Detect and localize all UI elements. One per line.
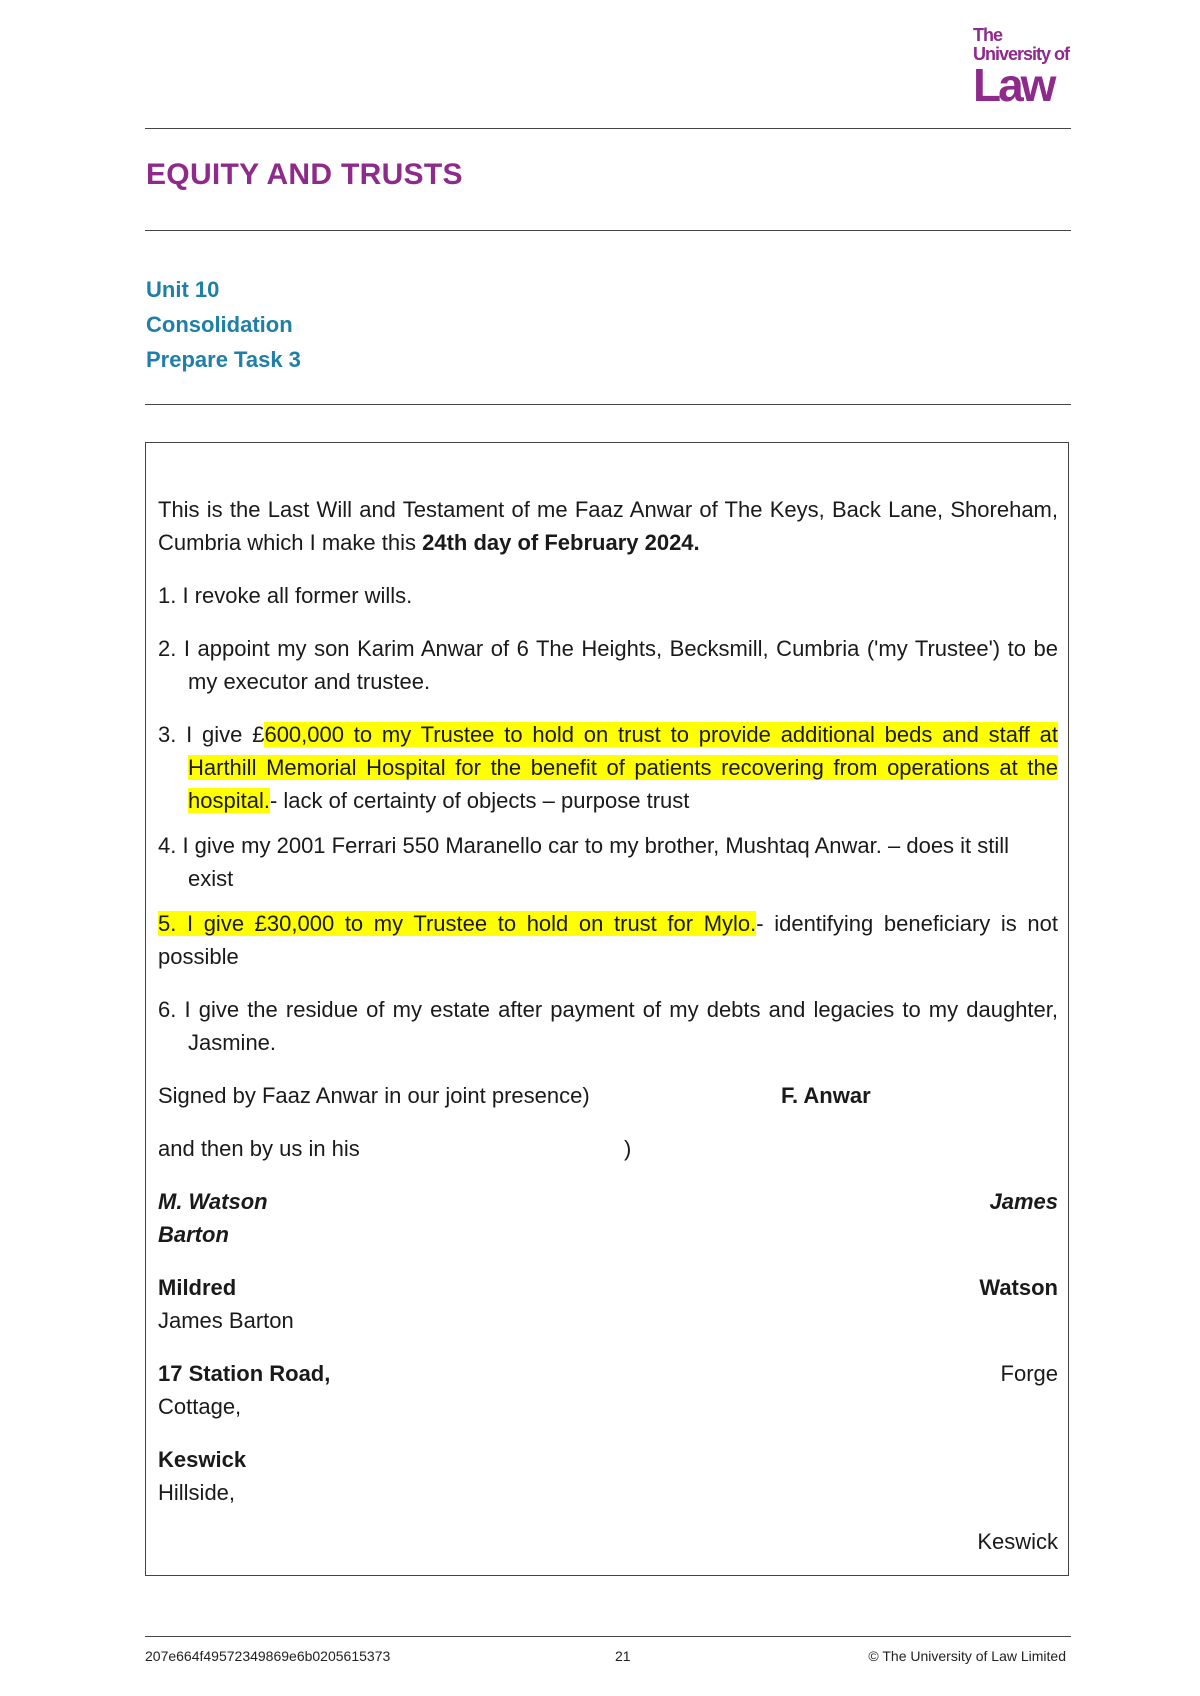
will-box bbox=[145, 442, 1069, 1576]
will-intro bbox=[158, 493, 1058, 559]
unit-subtitle: Consolidation bbox=[146, 312, 293, 337]
footer-document-code: 207e664f49572349869e6b0205615373 bbox=[145, 1648, 391, 1664]
logo-line-university: University of bbox=[973, 44, 1070, 64]
witness-names bbox=[158, 1271, 1058, 1337]
address-1-left: 17 Station Road, bbox=[158, 1361, 331, 1386]
header-divider-bottom bbox=[145, 404, 1071, 405]
will-clause-6: 6. I give the residue of my estate after payment of my debts and legacies to my daughter, Jasmine. bbox=[158, 997, 1058, 1055]
address-2-left: Keswick bbox=[158, 1447, 247, 1472]
then-text: and then by us in his bbox=[158, 1136, 360, 1161]
testator-signature: F. Anwar bbox=[781, 1083, 871, 1108]
intro-text: This is the Last Will and Testament of me Faaz Anwar of The Keys, Back Lane, Shoreham, Cumbria which I make this bbox=[158, 497, 1058, 555]
footer-page-number: 21 bbox=[615, 1648, 631, 1664]
address-1-left-cont: Cottage, bbox=[158, 1394, 242, 1419]
signed-text: Signed by Faaz Anwar in our joint presence) bbox=[158, 1083, 590, 1108]
footer-divider bbox=[145, 1636, 1071, 1637]
witness-signature-right: James bbox=[989, 1189, 1058, 1214]
logo-line-law: Law bbox=[973, 59, 1054, 111]
logo-line-the: The bbox=[973, 25, 1003, 45]
will-clause-1: 1. I revoke all former wills. bbox=[158, 583, 413, 608]
clause-3-note: - lack of certainty of objects – purpose trust bbox=[269, 788, 690, 813]
witness-name-left: Mildred bbox=[158, 1275, 237, 1300]
will-clause-4: 4. I give my 2001 Ferrari 550 Maranello car to my brother, Mushtaq Anwar. – does it still exist bbox=[158, 833, 1010, 891]
header-divider-middle bbox=[145, 230, 1071, 231]
will-clause-3 bbox=[158, 718, 1058, 817]
clause-5-highlight: 5. I give £30,000 to my Trustee to hold on trust for Mylo. bbox=[158, 911, 757, 936]
then-line bbox=[158, 1132, 1058, 1165]
will-clause-5 bbox=[158, 907, 1058, 973]
will-clause-2: 2. I appoint my son Karim Anwar of 6 The Heights, Becksmill, Cumbria ('my Trustee') to be my executor and trustee. bbox=[158, 636, 1058, 694]
witness-signatures bbox=[158, 1185, 1058, 1251]
university-of-law-logo bbox=[973, 25, 1073, 111]
address-1-right: Forge bbox=[1000, 1361, 1058, 1386]
witness-address-line2 bbox=[158, 1443, 1058, 1509]
unit-heading-block bbox=[146, 272, 301, 377]
then-paren: ) bbox=[624, 1136, 632, 1161]
witness-address-line1 bbox=[158, 1357, 1058, 1423]
header-divider-top bbox=[145, 128, 1071, 129]
witness-signature-left-cont: Barton bbox=[158, 1222, 229, 1247]
document-title: EQUITY AND TRUSTS bbox=[146, 158, 463, 191]
task-label: Prepare Task 3 bbox=[146, 347, 301, 372]
witness-name-right: Watson bbox=[979, 1275, 1058, 1300]
clause-3-highlight: 600,000 to my Trustee to hold on trust to provide additional beds and staff at Harthill Memorial Hospital for the benefit of patients recovering from operations at the hospital. bbox=[188, 722, 1059, 813]
unit-number: Unit 10 bbox=[146, 277, 220, 302]
witness-signature-left: M. Watson bbox=[158, 1189, 268, 1214]
address-3-right: Keswick bbox=[977, 1529, 1058, 1554]
address-2-left-cont: Hillside, bbox=[158, 1480, 236, 1505]
footer-copyright: © The University of Law Limited bbox=[868, 1648, 1066, 1664]
clause-5-note: - identifying beneficiary is not possible bbox=[158, 911, 1058, 969]
signed-line bbox=[158, 1079, 1058, 1112]
intro-date: 24th day of February 2024. bbox=[422, 530, 700, 555]
clause-3-text: 3. I give £ bbox=[158, 722, 265, 747]
witness-name-left-cont: James Barton bbox=[158, 1308, 294, 1333]
will-content bbox=[158, 493, 1058, 1558]
